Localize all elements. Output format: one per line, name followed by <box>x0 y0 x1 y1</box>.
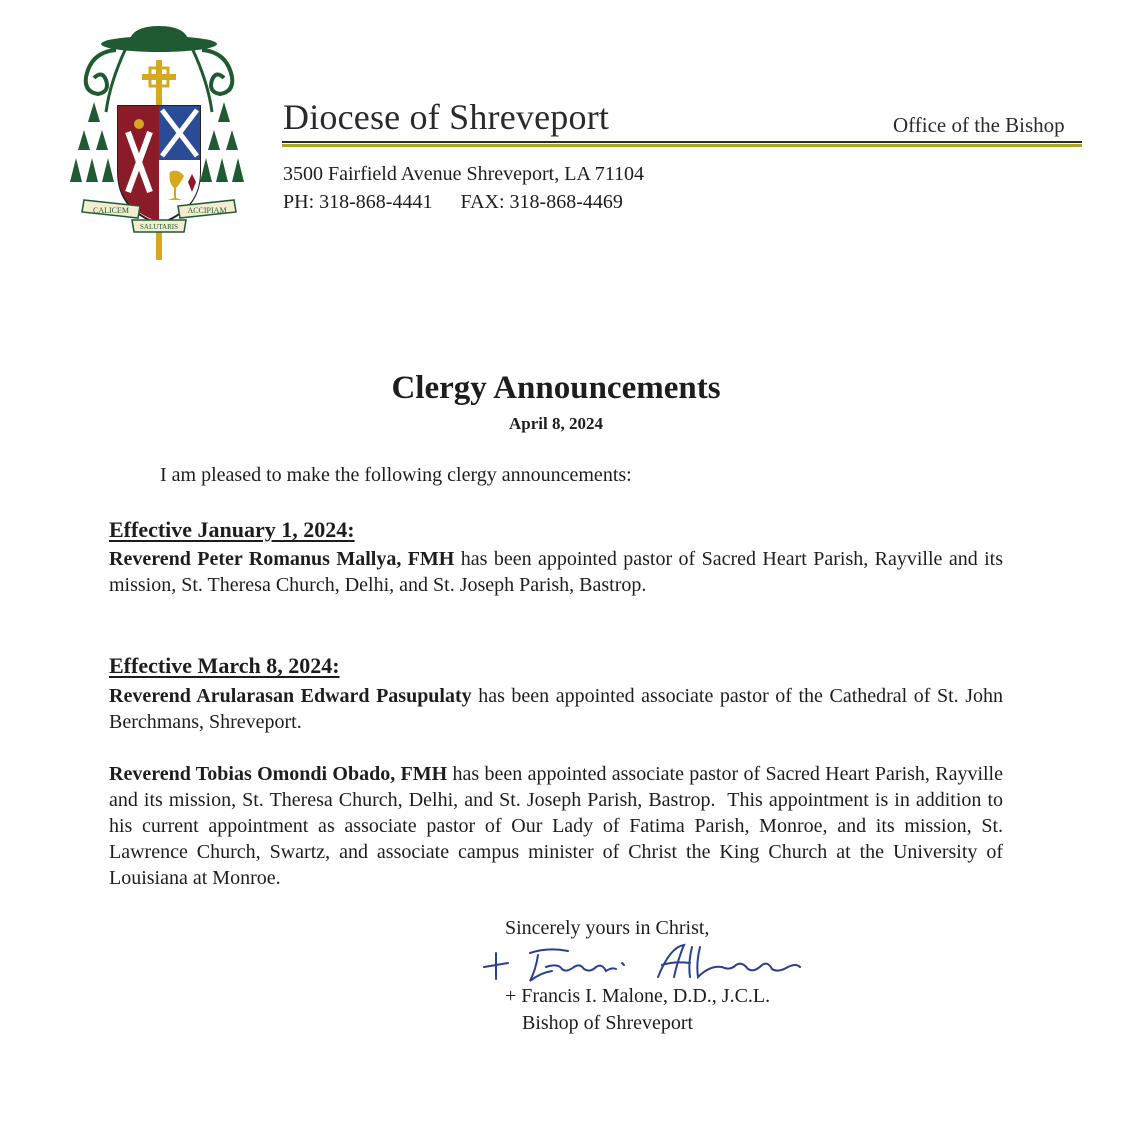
clergy-name: Reverend Arularasan Edward Pasupulaty <box>109 685 472 707</box>
announcement-text: has been appointed associate pastor of the Cathedral of St. John Berchmans, Shreveport. <box>109 685 1003 733</box>
diocese-name: Diocese of Shreveport <box>283 97 610 137</box>
coat-of-arms-logo <box>66 22 252 268</box>
document-date: April 8, 2024 <box>509 414 603 433</box>
announcement-paragraph <box>109 683 1003 735</box>
letterhead-rule <box>282 141 1082 143</box>
office-label: Office of the Bishop <box>893 113 1065 137</box>
letterhead-rule-accent <box>282 144 1082 147</box>
section-heading-january: Effective January 1, 2024: <box>109 517 355 542</box>
section-heading-march: Effective March 8, 2024: <box>109 653 340 678</box>
motto-center: SALUTARIS <box>140 223 178 231</box>
intro-text: I am pleased to make the following clergy announcements: <box>160 464 632 486</box>
valediction: Sincerely yours in Christ, <box>505 917 710 939</box>
handwritten-signature <box>478 937 808 987</box>
address-line: 3500 Fairfield Avenue Shreveport, LA 71104 <box>283 163 645 185</box>
clergy-name: Reverend Tobias Omondi Obado, FMH <box>109 763 448 785</box>
phone-number: PH: 318-868-4441 <box>283 191 433 213</box>
signer-name: + Francis I. Malone, D.D., J.C.L. <box>505 985 771 1007</box>
announcement-paragraph <box>109 761 1008 891</box>
announcement-text: has been appointed pastor of Sacred Heart Parish, Rayville and its mission, St. Theresa Church, Delhi, and St. Joseph Parish, Bastrop. <box>109 548 1003 596</box>
contact-line <box>283 191 623 214</box>
document-title: Clergy Announcements <box>391 370 721 406</box>
announcement-text: has been appointed associate pastor of Sacred Heart Parish, Rayville and its mission, St. Theresa Church, Delhi, and St. Joseph Parish, Bastrop. This appointment is in addition to his current appointment as associate pastor of Our Lady of Fatima Parish, Monroe, and its mission, St. Lawrence Church, Swartz, and associate campus minister of Christ the King Church at the University of Louisiana at Monroe. <box>109 763 1008 889</box>
fax-number: FAX: 318-868-4469 <box>460 191 623 213</box>
announcement-paragraph <box>109 546 1003 598</box>
signer-title: Bishop of Shreveport <box>522 1012 694 1034</box>
motto-left: CALICEM <box>93 206 129 215</box>
motto-right: ACCIPIAM <box>187 206 227 215</box>
clergy-name: Reverend Peter Romanus Mallya, FMH <box>109 548 455 570</box>
